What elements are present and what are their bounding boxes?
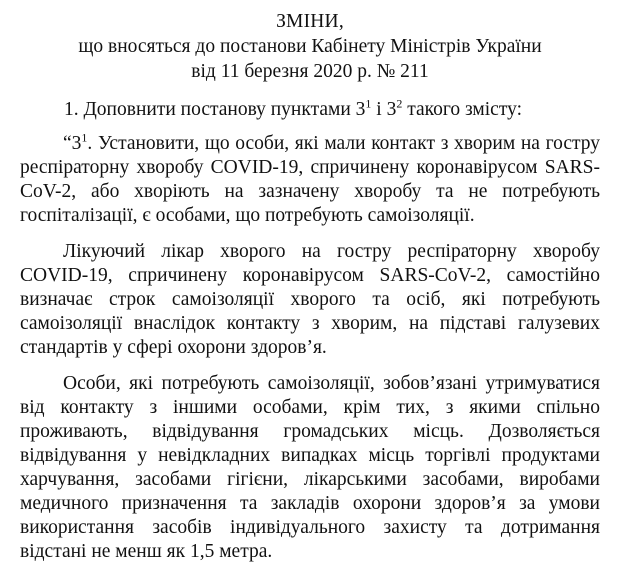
paragraph-restrictions: Особи, які потребують самоізоляції, зобов’язані утримуватися від контакту з іншими особами, крім тих, з якими спільно проживають, відвідування громадських місць. Дозволяється відвідування у невідкладних випадках місць торгівлі продуктами харчування, засобами гігієни, лікарськими засобами, виробами медичного призначення та закладів охорони здоров’я за умови використання засобів індивідуального захисту та дотримання відстані не менш як 1,5 метра. [20, 373, 600, 562]
paragraph-treating-doctor: Лікуючий лікар хворого на гостру респіраторну хворобу COVID-19, спричинену коронавірусом SARS-CoV-2, самостійно визначає строк самоізоляції хворого та осіб, які потребують самоізоляції внаслідок контакту з хворим, на підставі галузевих стандартів у сфері охорони здоров’я. [20, 241, 600, 358]
lead-text-after: такого змісту: [402, 99, 523, 120]
paragraph1-text: . Установити, що особи, які мали контакт з хворим на гостру респіраторну хворобу COVID-19, спричинену коронавірусом SARS-CoV-2, або хворіють на зазначену хворобу та не потребують госпіталізації, є особами, що потребують самоізоляції. [20, 133, 600, 226]
lead-text-before: 1. Доповнити постанову пунктами 3 [64, 99, 366, 120]
paragraph-self-isolation [20, 132, 600, 228]
lead-superscript-2: 2 [396, 96, 403, 111]
paragraph1-superscript: 1 [81, 130, 88, 145]
document-date-line: від 11 березня 2020 р. № 211 [191, 61, 429, 82]
lead-paragraph [20, 97, 600, 122]
document-title: ЗМІНИ, [276, 11, 344, 32]
document-heading [20, 9, 600, 84]
lead-superscript-1: 1 [365, 96, 372, 111]
document-subtitle: що вносяться до постанови Кабінету Міністрів України [78, 36, 542, 57]
lead-text-mid: і 3 [371, 99, 397, 120]
paragraph1-prefix: “3 [63, 133, 82, 154]
